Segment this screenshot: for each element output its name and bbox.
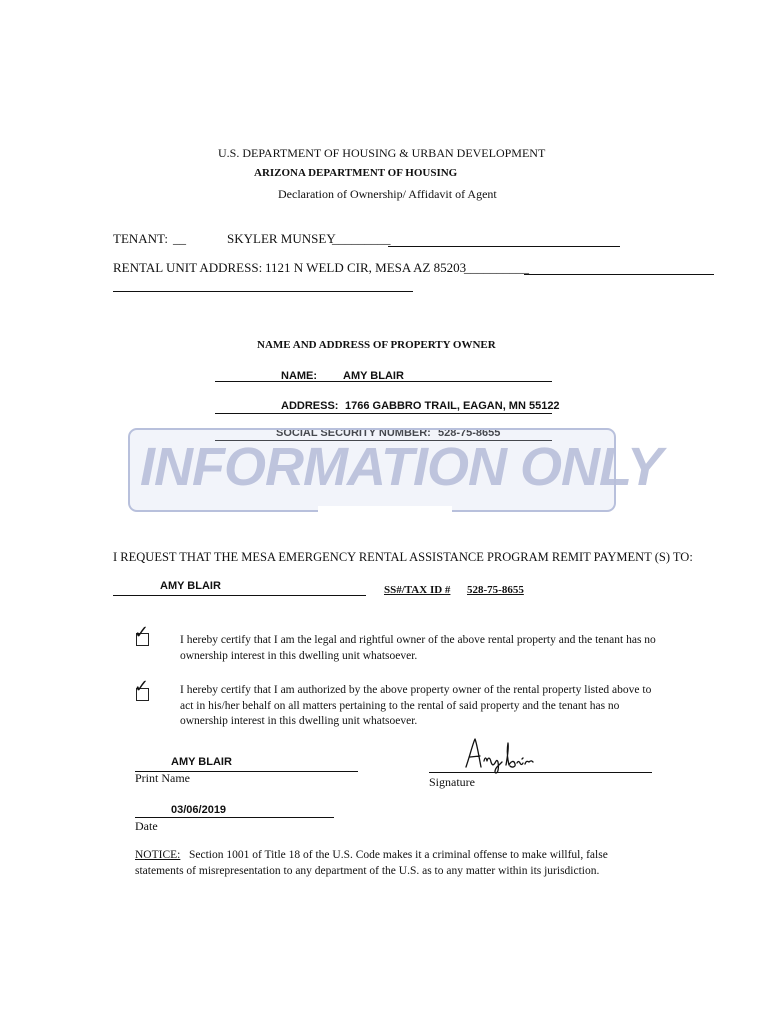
rental-address-value: 1121 N WELD CIR, MESA AZ 85203 — [265, 260, 467, 275]
tax-id-label: SS#/TAX ID # — [384, 584, 451, 596]
watermark-frame-gap — [318, 506, 452, 514]
tenant-label: TENANT: — [113, 231, 168, 246]
notice-label: NOTICE: — [135, 849, 181, 861]
certify-owner-text: I hereby certify that I am the legal and rightful owner of the above rental property and the tenant has no ownership interest in this dwelling unit whatsoever. — [180, 634, 656, 662]
owner-name-label: NAME: — [281, 370, 318, 382]
signature-label: Signature — [429, 775, 475, 789]
date-underline — [135, 817, 334, 818]
print-name-label: Print Name — [135, 771, 190, 785]
remit-request-text: I REQUEST THAT THE MESA EMERGENCY RENTAL ASSISTANCE PROGRAM REMIT PAYMENT (S) TO: — [113, 550, 693, 564]
tax-id-value: 528-75-8655 — [467, 584, 524, 596]
rental-address-suffix: __________ — [464, 260, 529, 275]
payee-underline — [113, 595, 366, 596]
tenant-suffix: _________ — [332, 231, 391, 246]
form-title: Declaration of Ownership/ Affidavit of Agent — [278, 187, 497, 201]
notice-text: Section 1001 of Title 18 of the U.S. Code makes it a criminal offense to make willful, false statements of misrepresentation to any department of the U.S. as to any matter within its jurisdiction. — [135, 849, 608, 877]
tenant-underline — [388, 246, 620, 247]
tenant-name: SKYLER MUNSEY — [227, 231, 336, 246]
certify-owner-check-icon: ✓ — [134, 622, 150, 643]
owner-section-title: NAME AND ADDRESS OF PROPERTY OWNER — [257, 339, 496, 351]
owner-ssn-value: 528-75-8655 — [438, 427, 501, 439]
owner-name-value: AMY BLAIR — [343, 370, 404, 382]
payee-name: AMY BLAIR — [160, 580, 221, 592]
header-department: U.S. DEPARTMENT OF HOUSING & URBAN DEVELOPMENT — [218, 146, 546, 160]
rental-address-underline — [524, 274, 714, 275]
print-name-value: AMY BLAIR — [171, 756, 232, 768]
rental-address-label: RENTAL UNIT ADDRESS: — [113, 260, 263, 275]
signature-underline — [429, 772, 652, 773]
watermark-text: INFORMATION ONLY — [140, 437, 662, 497]
owner-address-label: ADDRESS: — [281, 400, 339, 412]
date-label: Date — [135, 819, 158, 833]
tenant-prefix: __ — [173, 231, 186, 246]
rental-address-second-line — [113, 291, 413, 292]
certify-agent-text: I hereby certify that I am authorized by the above property owner of the rental property listed above to act in his/her behalf on all matters pertaining to the rental of said property and the tenant has no ownership interest in this dwelling unit whatsoever. — [180, 684, 652, 727]
certify-agent-check-icon: ✓ — [134, 676, 150, 697]
notice-paragraph — [135, 848, 635, 879]
owner-ssn-label: SOCIAL SECURITY NUMBER: — [276, 427, 431, 439]
date-value: 03/06/2019 — [171, 804, 227, 816]
signature-image — [462, 735, 542, 775]
owner-name-underline — [215, 381, 552, 382]
owner-address-underline — [215, 413, 552, 414]
header-state-department: ARIZONA DEPARTMENT OF HOUSING — [254, 167, 458, 179]
owner-address-value: 1766 GABBRO TRAIL, EAGAN, MN 55122 — [345, 400, 560, 412]
